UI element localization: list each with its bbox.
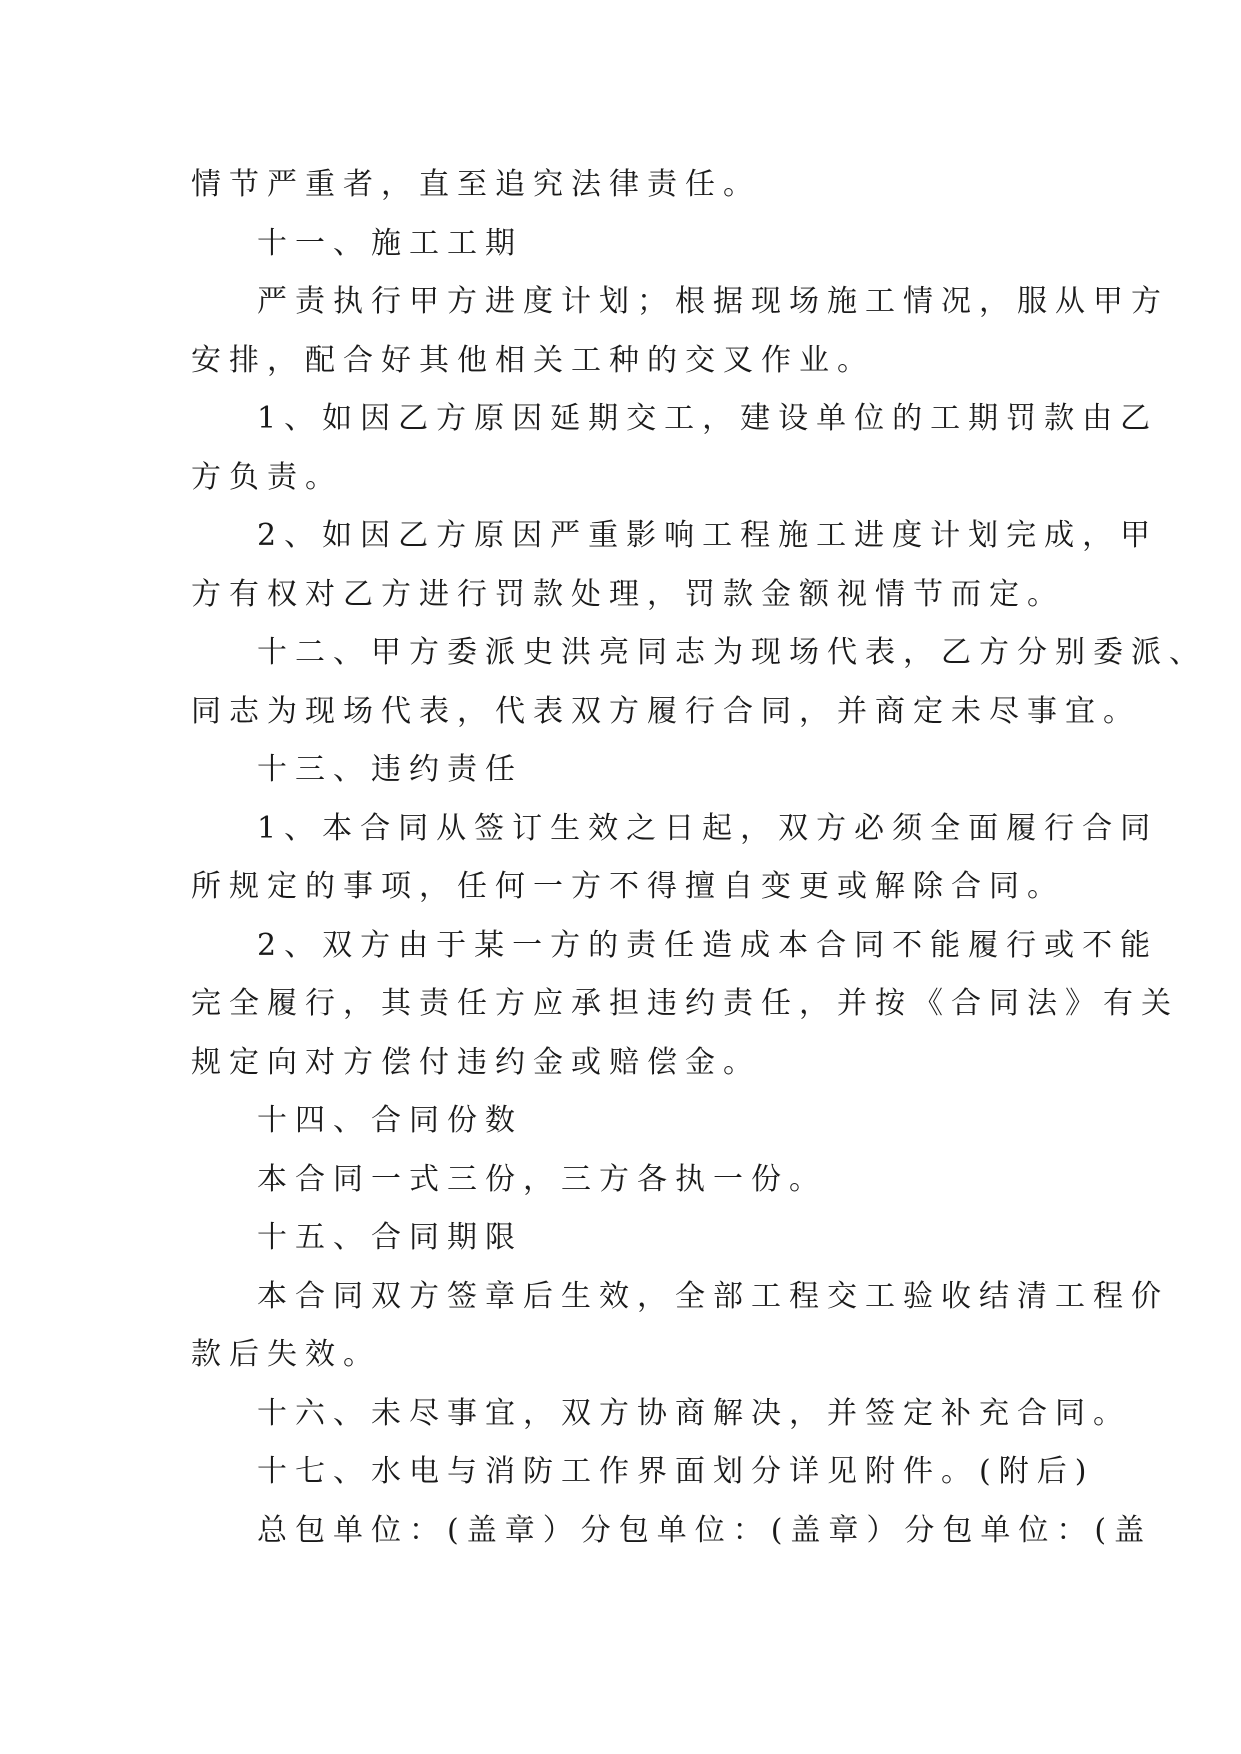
text-line: 1、本合同从签订生效之日起，双方必须全面履行合同 [257, 810, 1159, 846]
document-body [191, 156, 1207, 1560]
text-line: 2、双方由于某一方的责任造成本合同不能履行或不能 [257, 927, 1159, 963]
text-line: 同志为现场代表，代表双方履行合同，并商定未尽事宜。 [191, 693, 1141, 729]
text-line: 款后失效。 [191, 1337, 381, 1372]
section-heading: 十四、合同份数 [257, 1103, 523, 1138]
text-line: 规定向对方偿付违约金或赔偿金。 [191, 1044, 761, 1080]
section-heading: 十一、施工工期 [257, 225, 523, 261]
section-heading: 十五、合同期限 [257, 1220, 523, 1255]
text-line: 方负责。 [191, 459, 343, 495]
text-line: 2、如因乙方原因严重影响工程施工进度计划完成，甲 [257, 518, 1159, 553]
text-line: 1、如因乙方原因延期交工，建设单位的工期罚款由乙 [257, 401, 1159, 436]
text-line: 本合同一式三份，三方各执一份。 [257, 1161, 827, 1197]
text-line: 十七、水电与消防工作界面划分详见附件。(附后) [257, 1454, 1095, 1489]
text-line: 安排，配合好其他相关工种的交叉作业。 [191, 342, 875, 378]
text-line: 严责执行甲方进度计划；根据现场施工情况，服从甲方 [257, 284, 1169, 319]
section-heading: 十三、违约责任 [257, 752, 523, 787]
text-line: 情节严重者，直至追究法律责任。 [191, 167, 761, 202]
text-line: 本合同双方签章后生效，全部工程交工验收结清工程价 [257, 1278, 1169, 1314]
text-line: 所规定的事项，任何一方不得擅自变更或解除合同。 [191, 869, 1065, 904]
text-line: 方有权对乙方进行罚款处理，罚款金额视情节而定。 [191, 576, 1065, 612]
text-line: 完全履行，其责任方应承担违约责任，并按《合同法》有关 [191, 986, 1179, 1021]
text-line: 十六、未尽事宜，双方协商解决，并签定补充合同。 [257, 1395, 1131, 1431]
signature-line: 总包单位：(盖章）分包单位：(盖章）分包单位：(盖 [257, 1512, 1153, 1548]
text-line: 十二、甲方委派史洪亮同志为现场代表，乙方分别委派、 [257, 635, 1207, 670]
